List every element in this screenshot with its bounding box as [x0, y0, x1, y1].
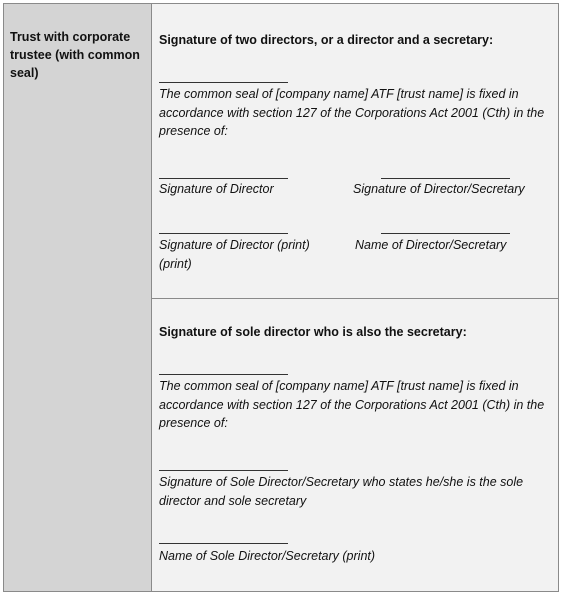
entity-type-label: Trust with corporate trustee (with common seal) — [10, 30, 140, 80]
sole-seal-line — [159, 374, 288, 375]
director-secretary-name-label: Name of Director/Secretary — [355, 238, 507, 252]
director-signature-label: Signature of Director — [159, 182, 274, 196]
sole-signature-line — [159, 470, 288, 471]
entity-type-cell — [4, 4, 152, 591]
two-directors-section — [152, 4, 558, 299]
director-print-line — [159, 233, 288, 234]
director-print-label: Signature of Director (print) (print) — [159, 238, 310, 271]
sole-seal-text: The common seal of [company name] ATF [trust name] is fixed in accordance with section 127 of the Corporations Act 2001 (Cth) in the presence of: — [159, 379, 545, 430]
two-directors-heading: Signature of two directors, or a director and a secretary: — [159, 33, 494, 47]
seal-text: The common seal of [company name] ATF [trust name] is fixed in accordance with section 127 of the Corporations Act 2001 (Cth) in the presence of: — [159, 87, 545, 138]
director-secretary-name-line — [381, 233, 510, 234]
signature-column — [152, 4, 558, 591]
director-signature-line — [159, 178, 288, 179]
sole-name-line — [159, 543, 288, 544]
director-secretary-signature-label: Signature of Director/Secretary — [353, 182, 525, 196]
execution-table — [3, 3, 559, 592]
sole-name-label: Name of Sole Director/Secretary (print) — [159, 549, 376, 563]
seal-line — [159, 82, 288, 83]
sole-director-section — [152, 299, 558, 591]
sole-signature-label: Signature of Sole Director/Secretary who states he/she is the sole director and sole secretary — [159, 475, 524, 508]
director-secretary-signature-line — [381, 178, 510, 179]
sole-director-heading: Signature of sole director who is also the secretary: — [159, 325, 467, 339]
